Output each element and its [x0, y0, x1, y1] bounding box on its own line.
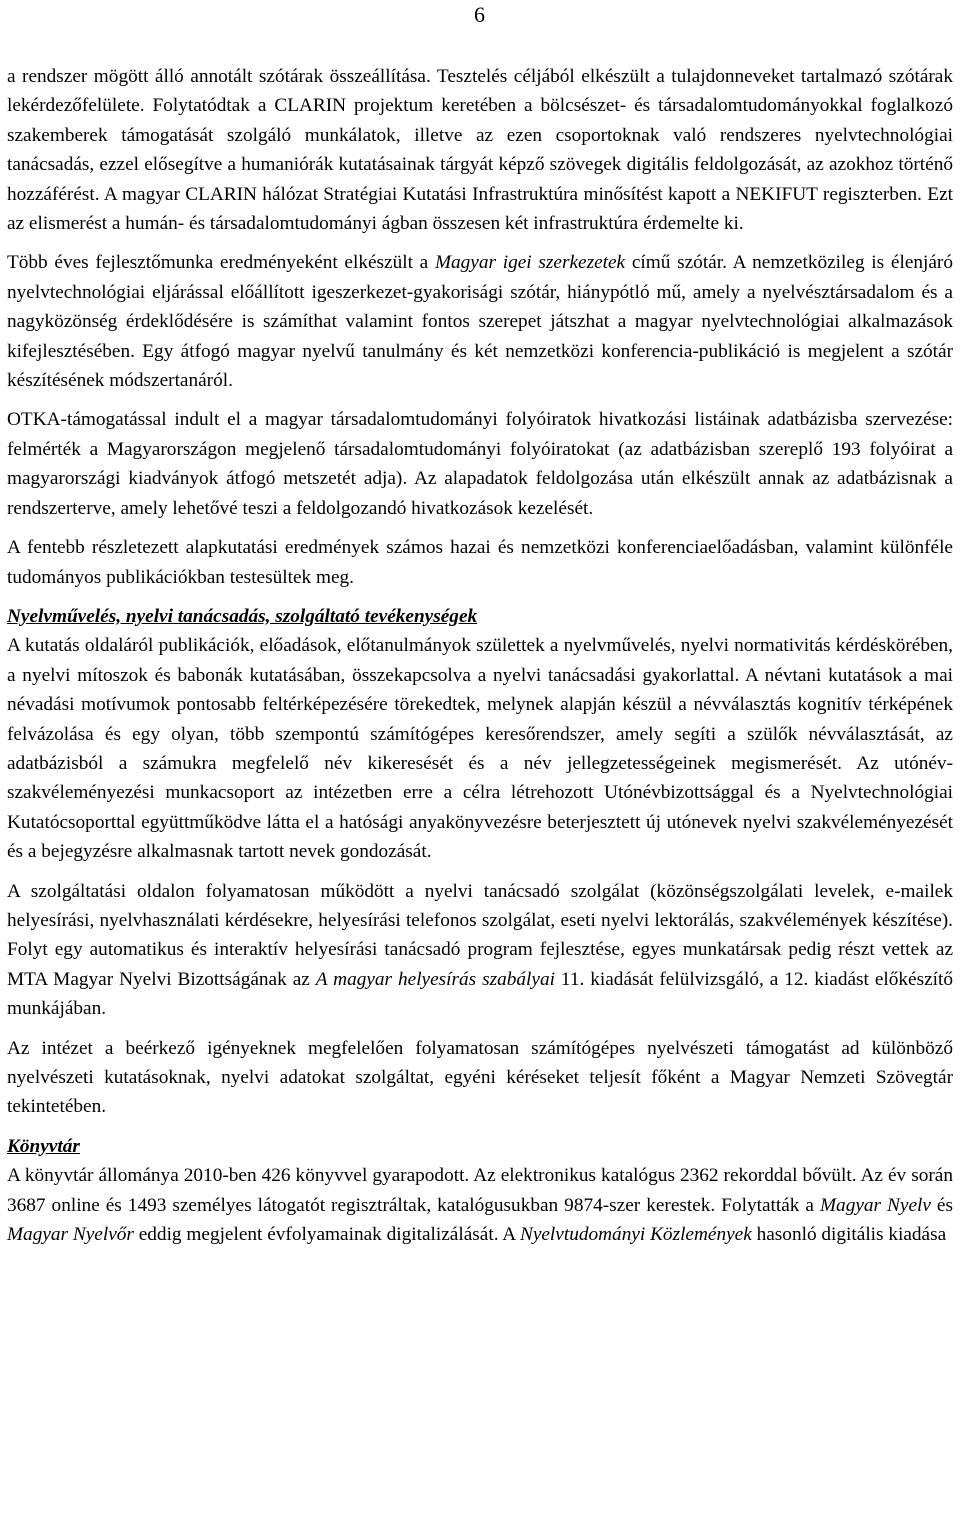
- paragraph-szolgaltatas: [7, 877, 953, 1024]
- journal-title: Magyar Nyelv: [820, 1194, 931, 1216]
- book-title: A magyar helyesírás szabályai: [315, 968, 555, 990]
- text-run: hasonló digitális kiadása: [751, 1224, 947, 1246]
- paragraph-konyvtar: [7, 1161, 953, 1249]
- paragraph-nevtan: A kutatás oldaláról publikációk, előadások, előtanulmányok születtek a nyelvművelés, nyelvi normativitás kérdéskörében, a nyelvi mítoszok és babonák kutatásában, összekapcsolva a nyelvi tanácsadási gyakorlattal. A névtani kutatások a mai névadási motívumok pontosabb feltérképezésére törekedtek, melynek alapján készül a névválasztás kognitív térképének felvázolása és egy olyan, több szempontú számítógépes keresőrendszer, amely segíti a szülők névválasztását, az adatbázisból a számukra megfelelő név kikeresését és a név jellegzetességeinek megismerését. Az utónév-szakvéleményezési munkacsoport az intézetben erre a célra létrehozott Utónévbizottsággal és a Nyelvtechnológiai Kutatócsoporttal együttműködve látta el a hatósági anyakönyvezésre beterjesztett új utónevek nyelvi szakvéleményezését és a bejegyzésre alkalmasnak tartott nevek gondozását.: [7, 635, 953, 863]
- paragraph-igei-szerkezetek: [7, 248, 953, 395]
- text-run: eddig megjelent évfolyamainak digitalizálását. A: [133, 1224, 520, 1246]
- paragraph-szamitogepes: Az intézet a beérkező igényeknek megfelelően folyamatosan számítógépes nyelvészeti támogatást ad különböző nyelvészeti kutatásoknak, nyelvi adatokat szolgáltat, egyéni kéréseket teljesít főként a Magyar Nemzeti Szövegtár tekintetében.: [7, 1037, 953, 1118]
- journal-title: Nyelvtudományi Közlemények: [519, 1224, 752, 1246]
- journal-title: Magyar Nyelvőr: [7, 1224, 134, 1246]
- book-title: Magyar igei szerkezetek: [434, 252, 626, 274]
- text-run: Több éves fejlesztőmunka eredményeként elkészült a: [7, 252, 435, 274]
- text-run: A könyvtár állománya 2010-ben 426 könyvvel gyarapodott. Az elektronikus katalógus 2362 rekorddal bővült. Az év során 3687 online és 1493 személyes látogatót regisztráltak, katalógusukban 9874-szer kerestek. Folytatták a: [7, 1165, 953, 1216]
- text-run: 11. kiadását felülvizsgáló, a 12. kiadást előkészítő munkájában.: [7, 968, 954, 1020]
- paragraph-konferencia: A fentebb részletezett alapkutatási eredmények számos hazai és nemzetközi konferenciaelőadásban, valamint különféle tudományos publikációkban testesültek meg.: [7, 537, 953, 588]
- text-run: A szolgáltatási oldalon folyamatosan működött a nyelvi tanácsadó szolgálat (közönségszolgálati levelek, e-mailek helyesírási, nyelvhasználati kérdésekre, helyesírási telefonos szolgálat, eseti nyelvi lektorálás, szakvélemények készítése). Folyt egy automatikus és interaktív helyesírási tanácsadó program fejlesztése, egyes munkatársak pedig részt vettek az MTA Magyar Nyelvi Bizottságának az: [7, 880, 953, 990]
- paragraph-clarin: a rendszer mögött álló annotált szótárak összeállítása. Tesztelés céljából elkészült a tulajdonneveket tartalmazó szótárak lekérdezőfelülete. Folytatódtak a CLARIN projektum keretében a bölcsészet- és társadalomtudományokkal foglalkozó szakemberek támogatását szolgáló munkálatok, illetve az ezen csoportoknak való rendszeres nyelvtechnológiai tanácsadás, ezzel elősegítve a humaniórák kutatásainak tárgyát képző szövegek digitális feldolgozását, az azokhoz történő hozzáférést. A magyar CLARIN hálózat Stratégiai Kutatási Infrastruktúra minősítést kapott a NEKIFUT regiszterben. Ezt az elismerést a humán- és társadalomtudományi ágban összesen két infrastruktúra érdemelte ki.: [7, 66, 953, 235]
- page-number: 6: [474, 2, 485, 27]
- paragraph-otka: OTKA-támogatással indult el a magyar társadalomtudományi folyóiratok hivatkozási listáinak adatbázisba szervezése: felmérték a Magyarországon megjelenő társadalomtudományi folyóiratokat (az adatbázisban szereplő 193 folyóirat a magyarországi kiadványok átfogó metszetét adja). Az alapadatok feldolgozása után elkészült annak az adatbázisnak a rendszerterve, amely lehetővé teszi a feldolgozandó hivatkozások kezelését.: [7, 409, 953, 519]
- section-heading-nyelvmuveles: Nyelvművelés, nyelvi tanácsadás, szolgáltató tevékenységek: [7, 605, 478, 627]
- section-heading-konyvtar: Könyvtár: [7, 1135, 80, 1157]
- text-run: és: [930, 1194, 953, 1216]
- text-run: című szótár. A nemzetközileg is élenjáró nyelvtechnológiai eljárással előállított igeszerkezet-gyakorisági szótár, hiánypótló mű, amely a nyelvésztársadalom és a nagyközönség érdeklődésére is számíthat valamint fontos szerepet játszhat a magyar nyelvtechnológiai alkalmazások kifejlesztésében. Egy átfogó magyar nyelvű tanulmány és két nemzetközi konferencia-publikáció is megjelent a szótár készítésének módszertanáról.: [7, 252, 953, 392]
- document-body: [7, 62, 953, 1249]
